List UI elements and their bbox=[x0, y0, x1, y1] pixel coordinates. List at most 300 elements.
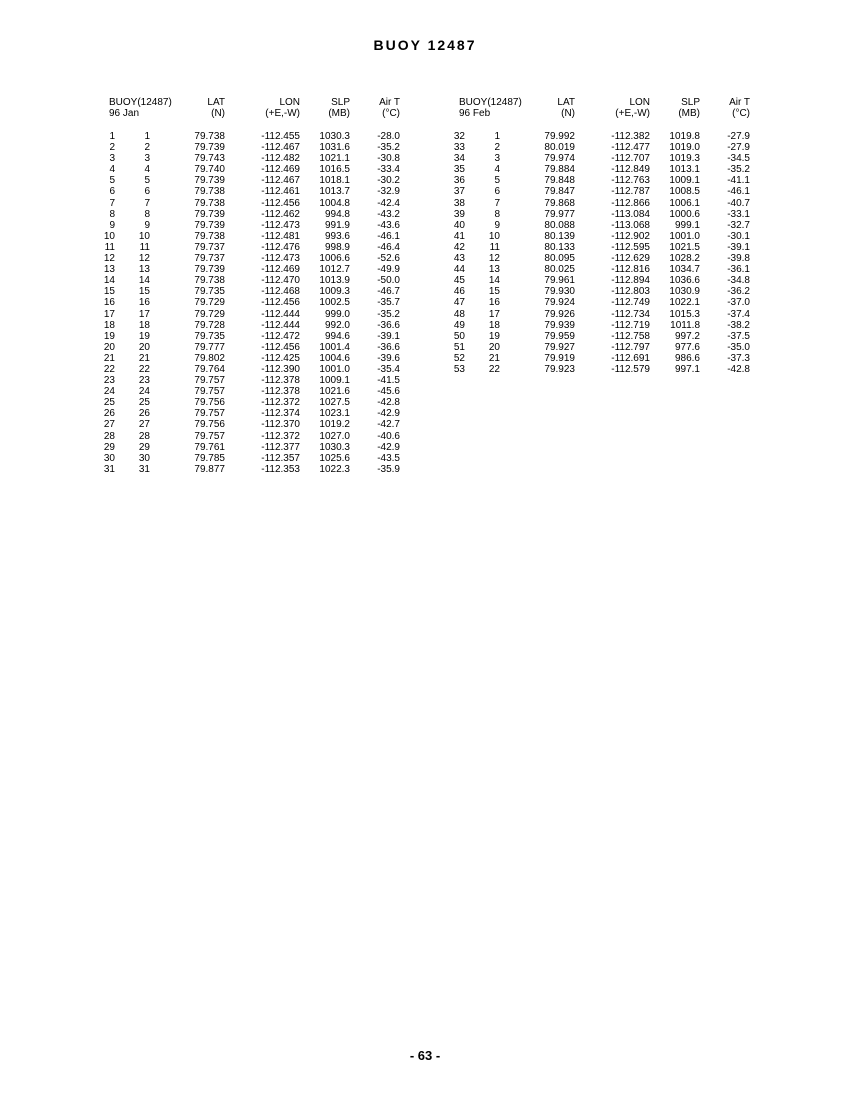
longitude-cell: -112.372 bbox=[261, 397, 300, 409]
sea-level-pressure-cell: 977.6 bbox=[674, 341, 700, 353]
latitude-cell: 79.959 bbox=[544, 330, 575, 342]
latitude-cell: 79.738 bbox=[194, 230, 225, 242]
latitude-cell: 79.739 bbox=[194, 219, 225, 231]
longitude-cell: -112.378 bbox=[261, 375, 300, 387]
day-cell: 6 bbox=[144, 186, 150, 198]
longitude-cell: -112.357 bbox=[261, 452, 300, 464]
longitude-cell: -112.849 bbox=[611, 164, 650, 176]
longitude-cell: -112.803 bbox=[611, 286, 650, 298]
record-number-cell: 25 bbox=[103, 397, 115, 409]
day-cell: 19 bbox=[138, 330, 150, 342]
day-cell: 2 bbox=[494, 142, 500, 154]
air-temperature-cell: -30.8 bbox=[377, 153, 400, 165]
air-temperature-cell: -42.8 bbox=[377, 397, 400, 409]
latitude-cell: 79.761 bbox=[194, 441, 225, 453]
sea-level-pressure-cell: 991.9 bbox=[324, 219, 350, 231]
longitude-cell: -112.370 bbox=[261, 419, 300, 431]
air-temperature-cell: -37.4 bbox=[727, 308, 750, 320]
sea-level-pressure-cell: 1004.6 bbox=[319, 352, 350, 364]
sea-level-pressure-cell: 1025.6 bbox=[319, 452, 350, 464]
latitude-cell: 79.743 bbox=[194, 153, 225, 165]
record-number-cell: 24 bbox=[103, 386, 115, 398]
record-number-cell: 18 bbox=[103, 319, 115, 331]
longitude-cell: -112.462 bbox=[261, 208, 300, 220]
air-temperature-cell: -42.9 bbox=[377, 441, 400, 453]
longitude-cell: -112.749 bbox=[611, 297, 650, 309]
longitude-cell: -113.068 bbox=[611, 219, 650, 231]
latitude-cell: 79.757 bbox=[194, 386, 225, 398]
latitude-cell: 79.923 bbox=[544, 363, 575, 375]
record-number-cell: 9 bbox=[109, 219, 115, 231]
latitude-cell: 79.739 bbox=[194, 142, 225, 154]
day-cell: 3 bbox=[144, 153, 150, 165]
longitude-cell: -112.579 bbox=[611, 363, 650, 375]
air-temperature-cell: -38.2 bbox=[727, 319, 750, 331]
air-temperature-cell: -45.6 bbox=[377, 386, 400, 398]
air-temperature-cell: -36.6 bbox=[377, 319, 400, 331]
sea-level-pressure-cell: 1027.5 bbox=[319, 397, 350, 409]
air-temperature-cell: -34.5 bbox=[727, 153, 750, 165]
latitude-cell: 79.738 bbox=[194, 186, 225, 198]
day-cell: 4 bbox=[494, 164, 500, 176]
sea-level-pressure-cell: 1008.5 bbox=[669, 186, 700, 198]
record-number-cell: 29 bbox=[103, 441, 115, 453]
record-number-cell: 34 bbox=[453, 153, 465, 165]
air-temperature-cell: -39.1 bbox=[727, 241, 750, 253]
latitude-cell: 80.133 bbox=[544, 241, 575, 253]
latitude-cell: 79.728 bbox=[194, 319, 225, 331]
record-number-cell: 39 bbox=[453, 208, 465, 220]
day-cell: 21 bbox=[488, 352, 500, 364]
day-cell: 12 bbox=[488, 253, 500, 265]
air-temperature-cell: -36.1 bbox=[727, 264, 750, 276]
longitude-cell: -112.372 bbox=[261, 430, 300, 442]
record-number-cell: 20 bbox=[103, 341, 115, 353]
latitude-cell: 80.139 bbox=[544, 230, 575, 242]
day-cell: 15 bbox=[488, 286, 500, 298]
header-air-temp-unit: (°C) bbox=[382, 108, 400, 119]
record-number-cell: 6 bbox=[109, 186, 115, 198]
day-cell: 23 bbox=[138, 375, 150, 387]
longitude-cell: -112.763 bbox=[611, 175, 650, 187]
latitude-cell: 79.884 bbox=[544, 164, 575, 176]
longitude-cell: -112.482 bbox=[261, 153, 300, 165]
sea-level-pressure-cell: 1028.2 bbox=[669, 253, 700, 265]
longitude-cell: -112.390 bbox=[261, 363, 300, 375]
record-number-cell: 16 bbox=[103, 297, 115, 309]
record-number-cell: 4 bbox=[109, 164, 115, 176]
record-number-cell: 17 bbox=[103, 308, 115, 320]
longitude-cell: -112.456 bbox=[261, 297, 300, 309]
sea-level-pressure-cell: 1030.9 bbox=[669, 286, 700, 298]
latitude-cell: 79.739 bbox=[194, 175, 225, 187]
air-temperature-cell: -33.4 bbox=[377, 164, 400, 176]
longitude-cell: -112.353 bbox=[261, 463, 300, 475]
longitude-cell: -112.691 bbox=[611, 352, 650, 364]
air-temperature-cell: -42.9 bbox=[377, 408, 400, 420]
day-cell: 17 bbox=[488, 308, 500, 320]
sea-level-pressure-cell: 1031.6 bbox=[319, 142, 350, 154]
record-number-cell: 23 bbox=[103, 375, 115, 387]
sea-level-pressure-cell: 1030.3 bbox=[319, 441, 350, 453]
longitude-cell: -112.707 bbox=[611, 153, 650, 165]
day-cell: 10 bbox=[488, 230, 500, 242]
latitude-cell: 79.919 bbox=[544, 352, 575, 364]
record-number-cell: 28 bbox=[103, 430, 115, 442]
longitude-cell: -112.455 bbox=[261, 131, 300, 142]
day-cell: 11 bbox=[489, 241, 500, 253]
record-number-cell: 3 bbox=[109, 153, 115, 165]
air-temperature-cell: -46.4 bbox=[377, 241, 400, 253]
day-cell: 5 bbox=[144, 175, 150, 187]
sea-level-pressure-cell: 1021.5 bbox=[669, 241, 700, 253]
sea-level-pressure-cell: 1027.0 bbox=[319, 430, 350, 442]
day-cell: 8 bbox=[144, 208, 150, 220]
header-lat: LAT bbox=[557, 97, 575, 108]
longitude-cell: -112.470 bbox=[261, 275, 300, 287]
record-number-cell: 19 bbox=[103, 330, 115, 342]
sea-level-pressure-cell: 1009.1 bbox=[319, 375, 350, 387]
longitude-cell: -112.473 bbox=[261, 253, 300, 265]
day-cell: 5 bbox=[494, 175, 500, 187]
air-temperature-cell: -32.9 bbox=[377, 186, 400, 198]
latitude-cell: 79.739 bbox=[194, 208, 225, 220]
longitude-cell: -112.425 bbox=[261, 352, 300, 364]
longitude-cell: -112.816 bbox=[611, 264, 650, 276]
day-cell: 22 bbox=[488, 363, 500, 375]
header-lat: LAT bbox=[207, 97, 225, 108]
air-temperature-cell: -33.1 bbox=[727, 208, 750, 220]
latitude-cell: 79.930 bbox=[544, 286, 575, 298]
air-temperature-cell: -43.2 bbox=[377, 208, 400, 220]
header-air-temp-unit: (°C) bbox=[732, 108, 750, 119]
sea-level-pressure-cell: 1013.9 bbox=[319, 275, 350, 287]
day-cell: 4 bbox=[144, 164, 150, 176]
air-temperature-cell: -39.1 bbox=[377, 330, 400, 342]
day-cell: 30 bbox=[138, 452, 150, 464]
latitude-cell: 79.757 bbox=[194, 408, 225, 420]
latitude-cell: 79.847 bbox=[544, 186, 575, 198]
latitude-cell: 79.961 bbox=[544, 275, 575, 287]
sea-level-pressure-cell: 1021.1 bbox=[319, 153, 350, 165]
record-number-cell: 12 bbox=[103, 253, 115, 265]
sea-level-pressure-cell: 998.9 bbox=[324, 241, 350, 253]
record-number-cell: 30 bbox=[103, 452, 115, 464]
air-temperature-cell: -41.1 bbox=[727, 175, 750, 187]
record-number-cell: 22 bbox=[103, 363, 115, 375]
record-number-cell: 35 bbox=[453, 164, 465, 176]
air-temperature-cell: -30.2 bbox=[377, 175, 400, 187]
longitude-cell: -112.595 bbox=[611, 241, 650, 253]
longitude-cell: -112.866 bbox=[611, 197, 650, 209]
longitude-cell: -112.467 bbox=[261, 142, 300, 154]
longitude-cell: -112.797 bbox=[611, 341, 650, 353]
latitude-cell: 80.088 bbox=[544, 219, 575, 231]
record-number-cell: 44 bbox=[453, 264, 465, 276]
sea-level-pressure-cell: 1002.5 bbox=[319, 297, 350, 309]
sea-level-pressure-cell: 994.6 bbox=[324, 330, 350, 342]
latitude-cell: 79.738 bbox=[194, 197, 225, 209]
sea-level-pressure-cell: 986.6 bbox=[674, 352, 700, 364]
day-cell: 18 bbox=[488, 319, 500, 331]
record-number-cell: 5 bbox=[109, 175, 115, 187]
day-cell: 18 bbox=[138, 319, 150, 331]
latitude-cell: 79.924 bbox=[544, 297, 575, 309]
header-buoy: BUOY(12487) bbox=[109, 97, 172, 108]
air-temperature-cell: -43.6 bbox=[377, 219, 400, 231]
header-period: 96 Jan bbox=[109, 108, 140, 119]
longitude-cell: -112.469 bbox=[261, 164, 300, 176]
air-temperature-cell: -43.5 bbox=[377, 452, 400, 464]
day-cell: 25 bbox=[138, 397, 150, 409]
record-number-cell: 33 bbox=[453, 142, 465, 154]
record-number-cell: 32 bbox=[453, 131, 465, 142]
air-temperature-cell: -50.0 bbox=[377, 275, 400, 287]
latitude-cell: 79.740 bbox=[194, 164, 225, 176]
day-cell: 3 bbox=[494, 153, 500, 165]
longitude-cell: -112.467 bbox=[261, 175, 300, 187]
day-cell: 1 bbox=[494, 131, 500, 142]
day-cell: 27 bbox=[138, 419, 150, 431]
record-number-cell: 21 bbox=[103, 352, 115, 364]
longitude-cell: -112.787 bbox=[611, 186, 650, 198]
latitude-cell: 79.992 bbox=[544, 131, 575, 142]
sea-level-pressure-cell: 1034.7 bbox=[669, 264, 700, 276]
latitude-cell: 79.729 bbox=[194, 297, 225, 309]
header-slp: SLP bbox=[331, 97, 350, 108]
air-temperature-cell: -42.4 bbox=[377, 197, 400, 209]
latitude-cell: 79.735 bbox=[194, 330, 225, 342]
latitude-cell: 79.977 bbox=[544, 208, 575, 220]
day-cell: 21 bbox=[138, 352, 150, 364]
day-cell: 8 bbox=[494, 208, 500, 220]
longitude-cell: -112.469 bbox=[261, 264, 300, 276]
day-cell: 2 bbox=[144, 142, 150, 154]
day-cell: 10 bbox=[138, 230, 150, 242]
latitude-cell: 79.777 bbox=[194, 341, 225, 353]
day-cell: 13 bbox=[138, 264, 150, 276]
sea-level-pressure-cell: 1009.3 bbox=[319, 286, 350, 298]
air-temperature-cell: -27.9 bbox=[727, 142, 750, 154]
sea-level-pressure-cell: 1001.4 bbox=[319, 341, 350, 353]
record-number-cell: 13 bbox=[103, 264, 115, 276]
latitude-cell: 79.764 bbox=[194, 363, 225, 375]
record-number-cell: 8 bbox=[109, 208, 115, 220]
record-number-cell: 38 bbox=[453, 197, 465, 209]
record-number-cell: 42 bbox=[453, 241, 465, 253]
header-lon: LON bbox=[279, 97, 300, 108]
air-temperature-cell: -42.8 bbox=[727, 363, 750, 375]
air-temperature-cell: -46.7 bbox=[377, 286, 400, 298]
air-temperature-cell: -40.6 bbox=[377, 430, 400, 442]
day-cell: 13 bbox=[488, 264, 500, 276]
longitude-cell: -112.382 bbox=[611, 131, 650, 142]
sea-level-pressure-cell: 992.0 bbox=[324, 319, 350, 331]
latitude-cell: 79.729 bbox=[194, 308, 225, 320]
air-temperature-cell: -37.3 bbox=[727, 352, 750, 364]
longitude-cell: -112.719 bbox=[611, 319, 650, 331]
longitude-cell: -112.444 bbox=[261, 308, 300, 320]
record-number-cell: 52 bbox=[453, 352, 465, 364]
air-temperature-cell: -35.4 bbox=[377, 363, 400, 375]
day-cell: 19 bbox=[488, 330, 500, 342]
record-number-cell: 2 bbox=[109, 142, 115, 154]
latitude-cell: 79.757 bbox=[194, 375, 225, 387]
latitude-cell: 79.737 bbox=[194, 241, 225, 253]
longitude-cell: -112.374 bbox=[261, 408, 300, 420]
record-number-cell: 7 bbox=[109, 197, 115, 209]
air-temperature-cell: -35.9 bbox=[377, 463, 400, 475]
record-number-cell: 36 bbox=[453, 175, 465, 187]
sea-level-pressure-cell: 1023.1 bbox=[319, 408, 350, 420]
latitude-cell: 79.877 bbox=[194, 463, 225, 475]
record-number-cell: 50 bbox=[453, 330, 465, 342]
latitude-cell: 79.737 bbox=[194, 253, 225, 265]
air-temperature-cell: -36.2 bbox=[727, 286, 750, 298]
longitude-cell: -112.378 bbox=[261, 386, 300, 398]
header-lat-unit: (N) bbox=[561, 108, 575, 119]
longitude-cell: -112.734 bbox=[611, 308, 650, 320]
air-temperature-cell: -41.5 bbox=[377, 375, 400, 387]
sea-level-pressure-cell: 1011.8 bbox=[670, 319, 700, 331]
latitude-cell: 79.738 bbox=[194, 275, 225, 287]
day-cell: 26 bbox=[138, 408, 150, 420]
latitude-cell: 79.926 bbox=[544, 308, 575, 320]
day-cell: 11 bbox=[139, 241, 150, 253]
air-temperature-cell: -35.2 bbox=[377, 308, 400, 320]
header-air-temp: Air T bbox=[729, 97, 750, 108]
day-cell: 20 bbox=[138, 341, 150, 353]
header-slp-unit: (MB) bbox=[678, 108, 700, 119]
sea-level-pressure-cell: 1022.3 bbox=[319, 463, 350, 475]
record-number-cell: 10 bbox=[103, 230, 115, 242]
air-temperature-cell: -37.5 bbox=[727, 330, 750, 342]
day-cell: 20 bbox=[488, 341, 500, 353]
record-number-cell: 37 bbox=[453, 186, 465, 198]
day-cell: 29 bbox=[138, 441, 150, 453]
latitude-cell: 79.785 bbox=[194, 452, 225, 464]
air-temperature-cell: -52.6 bbox=[377, 253, 400, 265]
latitude-cell: 79.848 bbox=[544, 175, 575, 187]
latitude-cell: 80.019 bbox=[544, 142, 575, 154]
latitude-cell: 79.757 bbox=[194, 430, 225, 442]
header-lon-unit: (+E,-W) bbox=[265, 108, 300, 119]
latitude-cell: 80.095 bbox=[544, 253, 575, 265]
sea-level-pressure-cell: 1036.6 bbox=[669, 275, 700, 287]
air-temperature-cell: -49.9 bbox=[377, 264, 400, 276]
air-temperature-cell: -35.2 bbox=[727, 164, 750, 176]
sea-level-pressure-cell: 1016.5 bbox=[319, 164, 350, 176]
air-temperature-cell: -40.7 bbox=[727, 197, 750, 209]
sea-level-pressure-cell: 1030.3 bbox=[319, 131, 350, 142]
air-temperature-cell: -27.9 bbox=[727, 131, 750, 142]
record-number-cell: 14 bbox=[103, 275, 115, 287]
air-temperature-cell: -30.1 bbox=[727, 230, 750, 242]
sea-level-pressure-cell: 1000.6 bbox=[669, 208, 700, 220]
record-number-cell: 15 bbox=[103, 286, 115, 298]
latitude-cell: 79.802 bbox=[194, 352, 225, 364]
day-cell: 6 bbox=[494, 186, 500, 198]
record-number-cell: 47 bbox=[453, 297, 465, 309]
latitude-cell: 79.739 bbox=[194, 264, 225, 276]
sea-level-pressure-cell: 1009.1 bbox=[669, 175, 700, 187]
day-cell: 15 bbox=[138, 286, 150, 298]
longitude-cell: -112.477 bbox=[611, 142, 650, 154]
record-number-cell: 40 bbox=[453, 219, 465, 231]
air-temperature-cell: -32.7 bbox=[727, 219, 750, 231]
latitude-cell: 79.756 bbox=[194, 419, 225, 431]
sea-level-pressure-cell: 1013.1 bbox=[669, 164, 700, 176]
page-title: BUOY 12487 bbox=[373, 37, 477, 53]
header-slp-unit: (MB) bbox=[328, 108, 350, 119]
sea-level-pressure-cell: 999.1 bbox=[674, 219, 700, 231]
header-slp: SLP bbox=[681, 97, 700, 108]
latitude-cell: 79.868 bbox=[544, 197, 575, 209]
header-period: 96 Feb bbox=[459, 108, 491, 119]
sea-level-pressure-cell: 1019.0 bbox=[669, 142, 700, 154]
air-temperature-cell: -35.2 bbox=[377, 142, 400, 154]
air-temperature-cell: -36.6 bbox=[377, 341, 400, 353]
sea-level-pressure-cell: 1019.3 bbox=[669, 153, 700, 165]
longitude-cell: -113.084 bbox=[611, 208, 650, 220]
day-cell: 9 bbox=[144, 219, 150, 231]
latitude-cell: 79.735 bbox=[194, 286, 225, 298]
air-temperature-cell: -37.0 bbox=[727, 297, 750, 309]
latitude-cell: 79.974 bbox=[544, 153, 575, 165]
sea-level-pressure-cell: 1015.3 bbox=[669, 308, 700, 320]
day-cell: 7 bbox=[494, 197, 500, 209]
header-air-temp: Air T bbox=[379, 97, 400, 108]
longitude-cell: -112.902 bbox=[611, 230, 650, 242]
record-number-cell: 49 bbox=[453, 319, 465, 331]
header-lon-unit: (+E,-W) bbox=[615, 108, 650, 119]
sea-level-pressure-cell: 1018.1 bbox=[319, 175, 350, 187]
longitude-cell: -112.461 bbox=[261, 186, 300, 198]
longitude-cell: -112.473 bbox=[261, 219, 300, 231]
longitude-cell: -112.758 bbox=[611, 330, 650, 342]
day-cell: 14 bbox=[138, 275, 150, 287]
header-lat-unit: (N) bbox=[211, 108, 225, 119]
air-temperature-cell: -39.6 bbox=[377, 352, 400, 364]
sea-level-pressure-cell: 1019.2 bbox=[319, 419, 350, 431]
sea-level-pressure-cell: 1022.1 bbox=[669, 297, 700, 309]
day-cell: 22 bbox=[138, 363, 150, 375]
header-lon: LON bbox=[629, 97, 650, 108]
day-cell: 16 bbox=[138, 297, 150, 309]
sea-level-pressure-cell: 994.8 bbox=[324, 208, 350, 220]
sea-level-pressure-cell: 1001.0 bbox=[669, 230, 700, 242]
air-temperature-cell: -28.0 bbox=[377, 131, 400, 142]
record-number-cell: 31 bbox=[103, 463, 115, 475]
air-temperature-cell: -39.8 bbox=[727, 253, 750, 265]
day-cell: 31 bbox=[138, 463, 150, 475]
header-buoy: BUOY(12487) bbox=[459, 97, 522, 108]
record-number-cell: 46 bbox=[453, 286, 465, 298]
sea-level-pressure-cell: 1001.0 bbox=[319, 363, 350, 375]
day-cell: 28 bbox=[138, 430, 150, 442]
longitude-cell: -112.456 bbox=[261, 197, 300, 209]
record-number-cell: 41 bbox=[453, 230, 465, 242]
page-number: - 63 - bbox=[409, 1048, 441, 1063]
day-cell: 17 bbox=[138, 308, 150, 320]
longitude-cell: -112.472 bbox=[261, 330, 300, 342]
day-cell: 7 bbox=[144, 197, 150, 209]
sea-level-pressure-cell: 1012.7 bbox=[319, 264, 350, 276]
sea-level-pressure-cell: 993.6 bbox=[324, 230, 350, 242]
sea-level-pressure-cell: 1019.8 bbox=[669, 131, 700, 142]
air-temperature-cell: -34.8 bbox=[727, 275, 750, 287]
air-temperature-cell: -46.1 bbox=[727, 186, 750, 198]
